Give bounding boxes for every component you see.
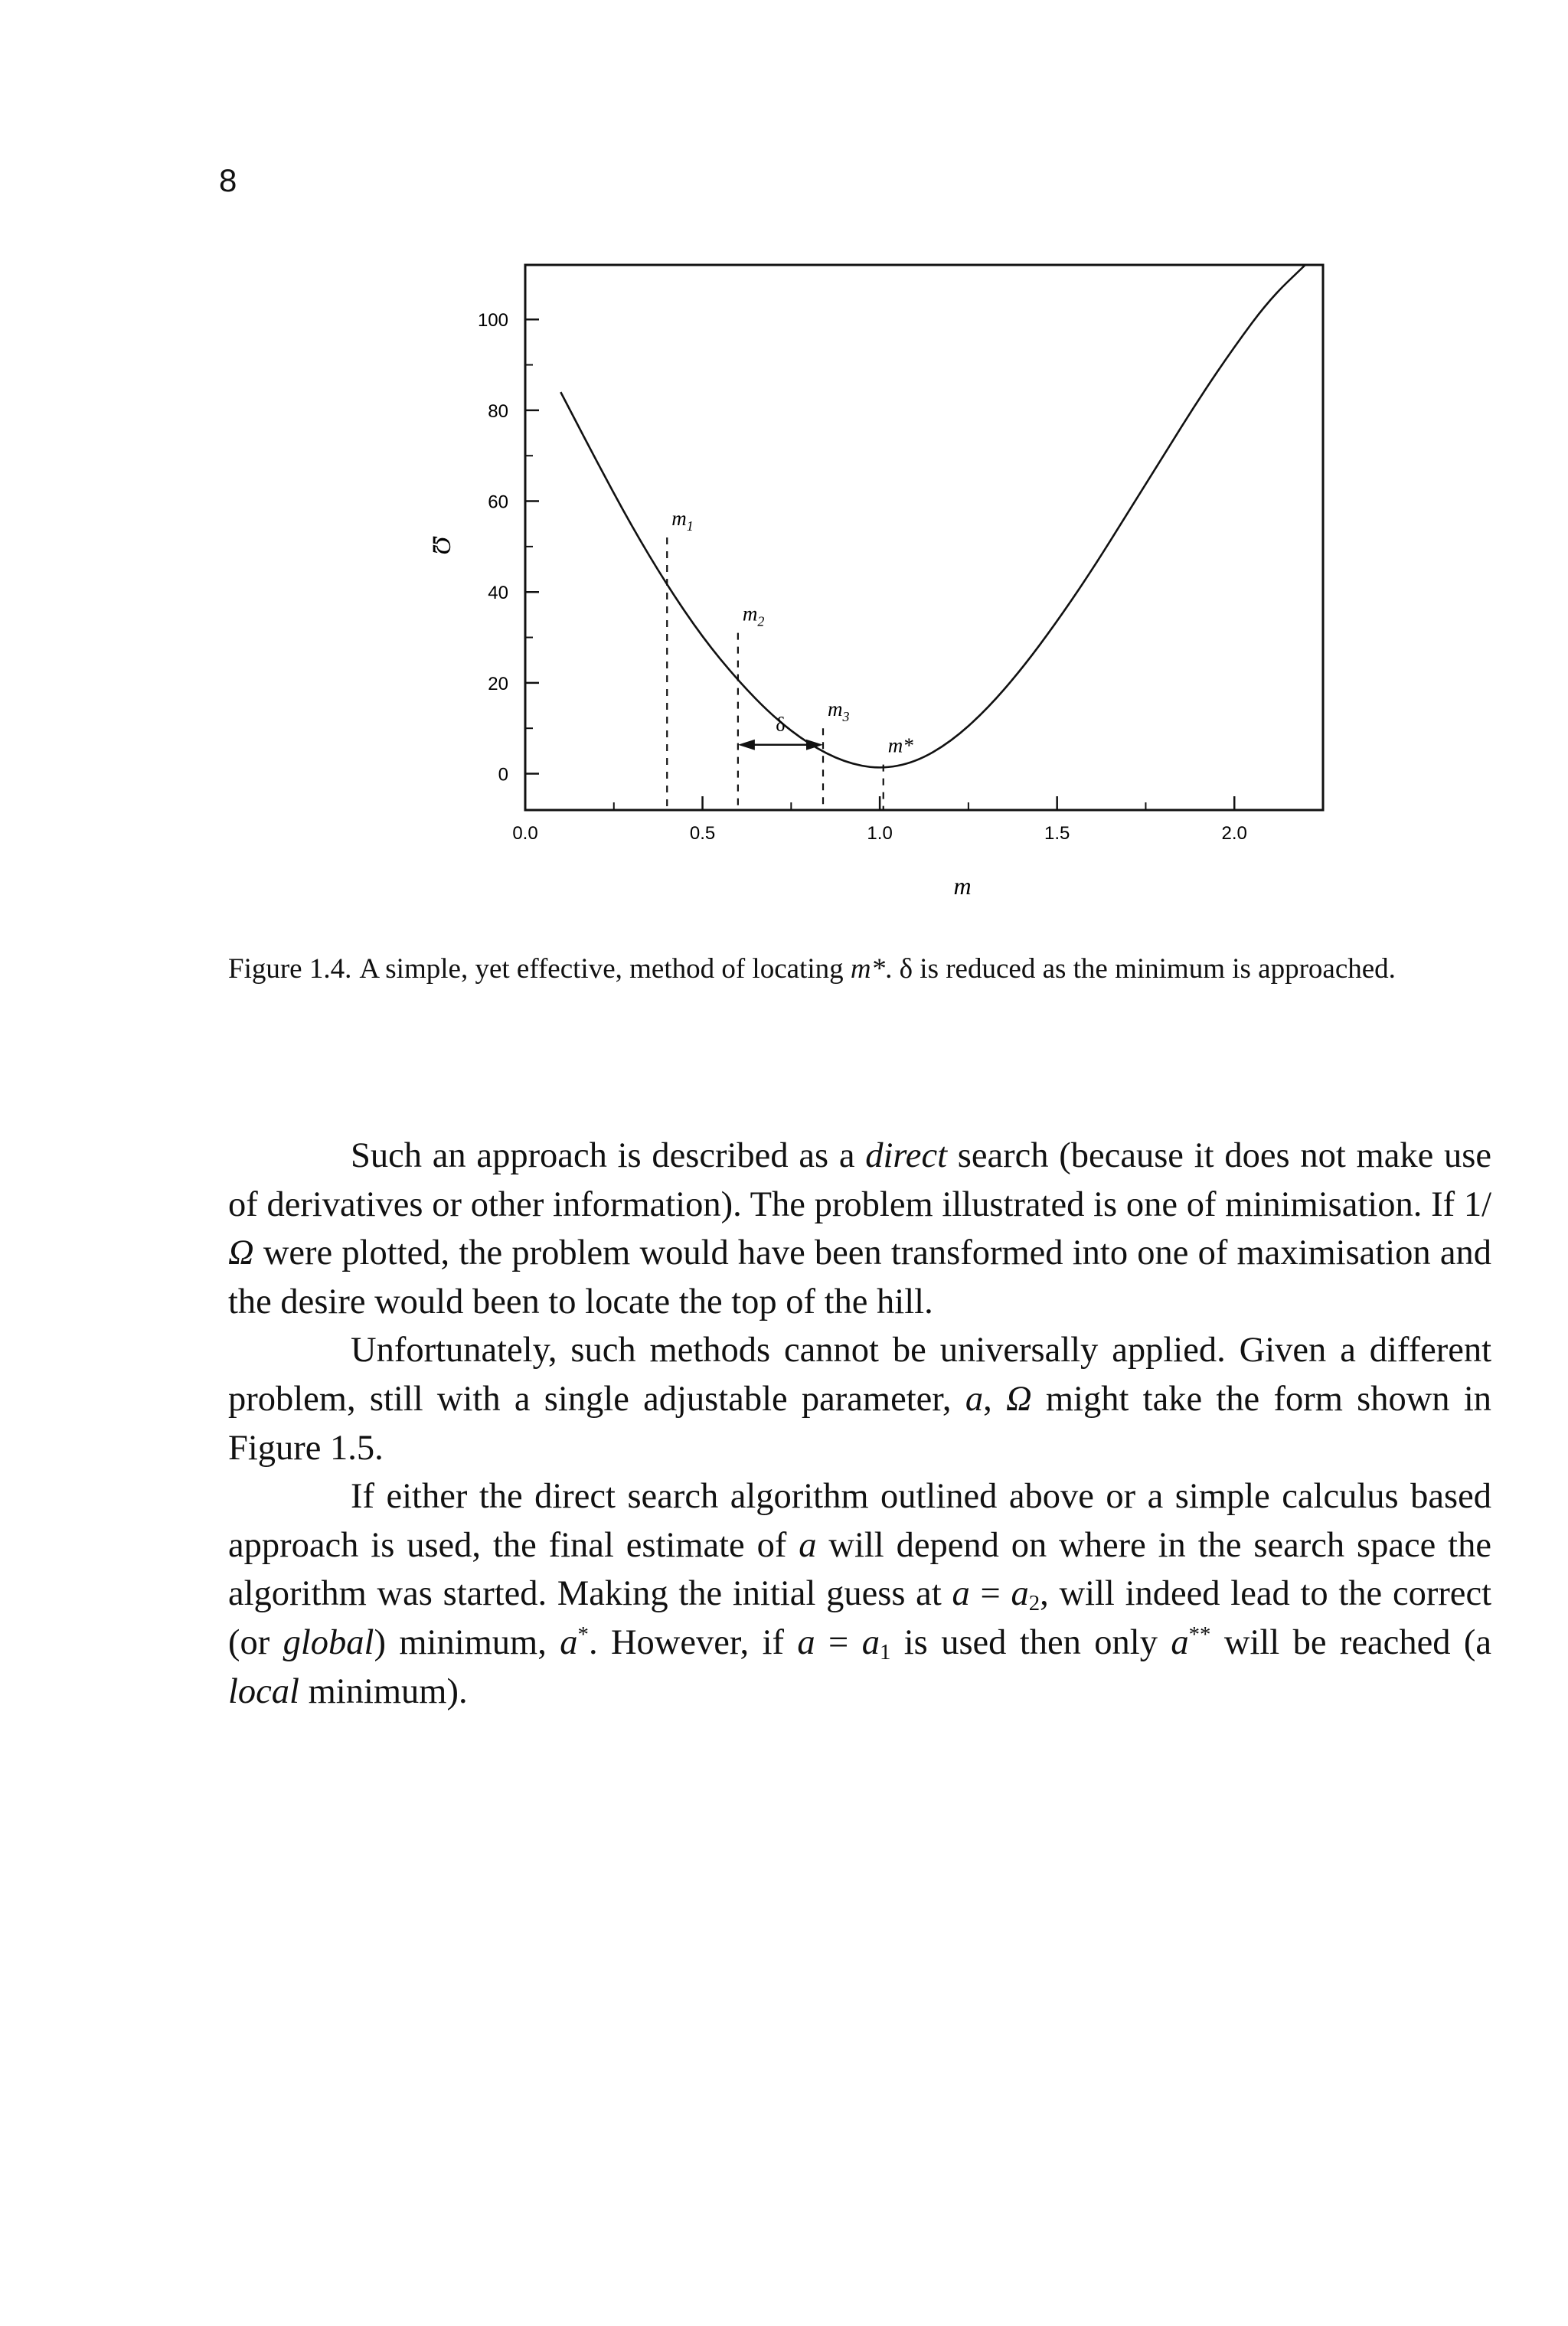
text: will depend on where in the search space the algorithm was started. Making the initial guess at	[228, 1525, 1491, 1614]
x-axis-label: m	[953, 872, 972, 900]
x-tick-label: 2.0	[1221, 823, 1247, 844]
text: will be reached (a	[1210, 1622, 1491, 1662]
text: search (because it does not make use of derivatives or other information). The problem illustrated is one of minimisation. If 1/	[228, 1136, 1491, 1224]
page-number: 8	[219, 162, 237, 198]
x-tick-label: 0.0	[512, 823, 538, 844]
text: If either the direct search algorithm outlined above or a simple calculus based approach is used, the final estimate of	[228, 1477, 1491, 1565]
x-tick-label: 0.5	[689, 823, 716, 844]
figure-1-4-chart	[0, 0, 1568, 919]
point-label: m*	[887, 733, 913, 757]
delta-arrowhead-left	[738, 740, 755, 750]
math-symbol: a	[861, 1622, 880, 1662]
superscript: *	[577, 1622, 589, 1648]
text: . However, if	[588, 1622, 798, 1662]
point-label-subscript: 1	[686, 518, 694, 534]
y-tick-label: 40	[488, 583, 508, 604]
body-text	[228, 1132, 1491, 1716]
delta-label: δ	[776, 713, 786, 736]
caption-text: A simple, yet effective, method of locating	[359, 953, 851, 985]
math-symbol: a	[1011, 1574, 1029, 1614]
point-label-subscript: 3	[842, 709, 850, 725]
point-label: $m_1$	[671, 507, 694, 534]
text: Unfortunately, such methods cannot be universally applied. Given a different problem, still with a single adjustable parameter,	[228, 1331, 1491, 1419]
emphasis: local	[228, 1671, 299, 1711]
emphasis: global	[283, 1622, 374, 1662]
text: , will indeed lead to the correct (or	[228, 1574, 1492, 1662]
caption-text: is reduced as the minimum is approached.	[913, 953, 1396, 985]
emphasis: direct	[865, 1136, 948, 1175]
point-label-subscript: 2	[757, 613, 765, 629]
text: Such an approach is described as a	[351, 1136, 866, 1175]
y-tick-label: 60	[488, 492, 508, 513]
text: ) minimum,	[374, 1622, 560, 1662]
y-tick-label: 100	[477, 310, 508, 332]
plot-frame	[525, 265, 1323, 810]
figure-number: Figure 1.4.	[228, 953, 352, 985]
y-tick-label: 0	[498, 764, 508, 786]
figure-caption	[228, 948, 1491, 991]
math-symbol: a	[952, 1574, 970, 1614]
math-symbol: Ω	[228, 1233, 254, 1273]
paragraph	[228, 1326, 1491, 1472]
math-symbol: a	[799, 1525, 817, 1565]
math-symbol: a	[797, 1622, 815, 1662]
text: might take the form shown in Figure 1.5.	[228, 1379, 1492, 1468]
y-tick-label: 80	[488, 400, 508, 422]
caption-m-star: m*	[850, 953, 886, 985]
math-symbol: Ω	[1005, 1379, 1032, 1419]
point-label: $m_2$	[742, 602, 765, 629]
text: were plotted, the problem would have been transformed into one of maximisation and the desire would been to locate the top of the hill.	[228, 1233, 1491, 1321]
point-label: $m_3$	[828, 697, 850, 725]
subscript: 2	[1028, 1591, 1040, 1616]
math-symbol: a	[1171, 1622, 1189, 1662]
y-axis-label: Ω	[427, 535, 456, 555]
caption-text: .	[885, 953, 900, 985]
math-symbol: a	[965, 1379, 984, 1419]
text: is used then only	[890, 1622, 1171, 1662]
paragraph	[228, 1132, 1491, 1326]
delta-arrowhead-right	[806, 740, 823, 750]
x-tick-label: 1.5	[1044, 823, 1070, 844]
y-tick-label: 20	[488, 673, 508, 694]
paragraph	[228, 1472, 1491, 1716]
text: =	[815, 1622, 862, 1662]
math-symbol: a	[560, 1622, 578, 1662]
text: =	[969, 1574, 1011, 1614]
x-tick-label: 1.0	[867, 823, 893, 844]
caption-delta: δ	[899, 953, 913, 985]
subscript: 1	[879, 1640, 891, 1665]
text: minimum).	[299, 1671, 468, 1711]
superscript: **	[1188, 1622, 1211, 1648]
text: ,	[983, 1379, 1006, 1419]
